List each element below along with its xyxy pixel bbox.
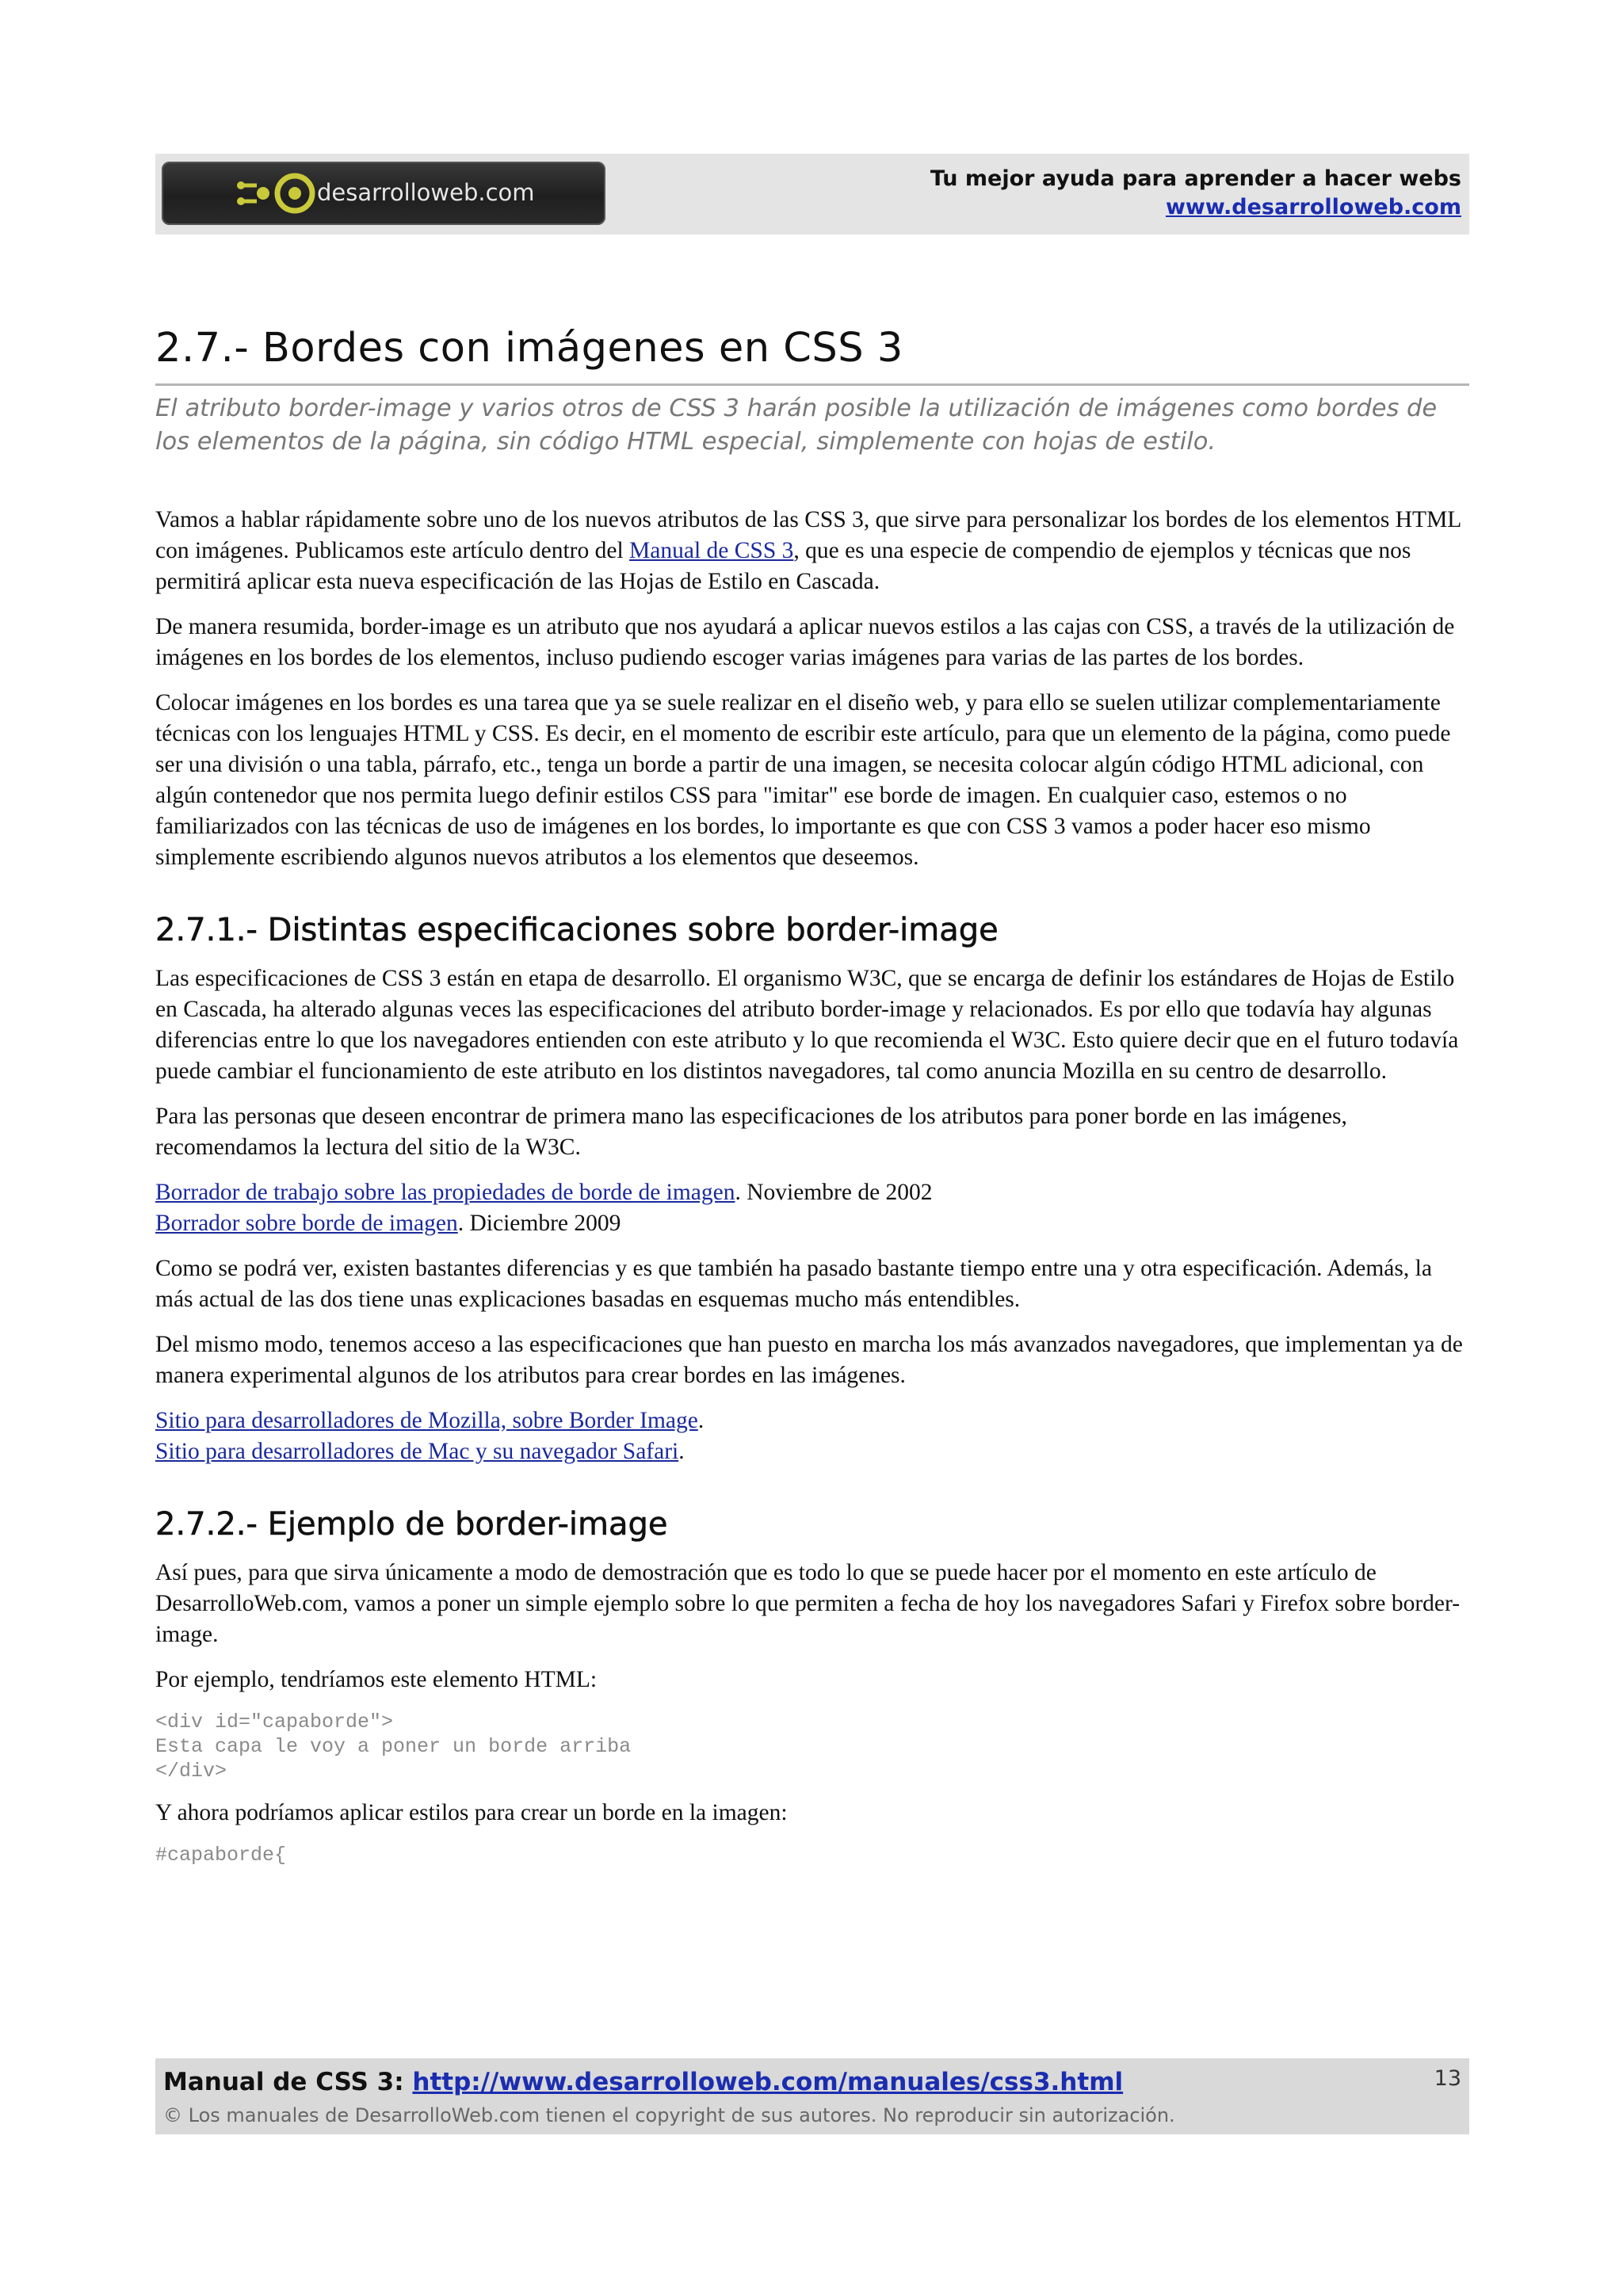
w3c-draft-2002-date: . Noviembre de 2002	[735, 1180, 933, 1205]
w3c-links	[155, 1177, 1469, 1239]
header-tagline	[930, 165, 1461, 222]
footer-copyright: © Los manuales de DesarrolloWeb.com tienen el copyright de sus autores. No reproducir sin autorización.	[163, 2104, 1175, 2126]
mozilla-link-suffix: .	[697, 1408, 705, 1433]
intro-text-b: , que es una especie de compendio de ejemplos y técnicas que nos permitirá aplicar esta nueva especificación de las Hojas de Estilo en Cascada.	[155, 538, 1411, 594]
logo-mark-icon	[236, 173, 323, 214]
example-paragraph-1: Así pues, para que sirva únicamente a modo de demostración que es todo lo que se puede hacer por el momento en este artículo de DesarrolloWeb.com, vamos a poner un simple ejemplo sobre lo que permiten a fecha de hoy los navegadores Safari y Firefox sobre border-image.	[155, 1560, 1461, 1647]
specs-paragraph-3: Como se podrá ver, existen bastantes diferencias y es que también ha pasado bastante tiempo entre una y otra especificación. Además, la más actual de las dos tiene unas explicaciones basadas en esquemas mucho más entendibles.	[155, 1256, 1432, 1312]
tagline-text: Tu mejor ayuda para aprender a hacer webs	[930, 166, 1461, 191]
specs-paragraph-2: Para las personas que deseen encontrar de primera mano las especificaciones de los atributos para poner borde en las imágenes, recomendamos la lectura del sitio de la W3C.	[155, 1104, 1347, 1160]
logo-text: desarrolloweb.com	[317, 179, 535, 206]
footer-manual-link[interactable]: http://www.desarrolloweb.com/manuales/css3.html	[412, 2068, 1124, 2096]
footer-manual-title	[163, 2065, 1123, 2100]
specs-paragraph-4: Del mismo modo, tenemos acceso a las especificaciones que han puesto en marcha los más avanzados navegadores, que implementan ya de manera experimental algunos de los atributos para crear bordes en las imágenes.	[155, 1332, 1463, 1388]
safari-developers-link[interactable]: Sitio para desarrolladores de Mac y su navegador Safari	[155, 1439, 679, 1464]
footer-manual-label: Manual de CSS 3:	[163, 2068, 413, 2096]
w3c-draft-2009-date: . Diciembre 2009	[457, 1211, 621, 1236]
section-heading-example: 2.7.2.- Ejemplo de border-image	[155, 1506, 668, 1543]
intro-text-a: Vamos a hablar rápidamente sobre uno de los nuevos atributos de las CSS 3, que sirve para personalizar los bordes de los elementos HTML con imágenes. Publicamos este artículo dentro del	[155, 507, 1461, 563]
example-paragraph-3: Y ahora podríamos aplicar estilos para crear un borde en la imagen:	[155, 1800, 788, 1825]
context-paragraph: Colocar imágenes en los bordes es una tarea que ya se suele realizar en el diseño web, y para ello se suelen utilizar complementariamente técnicas con los lenguajes HTML y CSS. Es decir, en el momento de escribir este artículo, para que un elemento de la página, como puede ser una división o una tabla, párrafo, etc., tenga un borde a partir de una imagen, se necesita colocar algún código HTML adicional, con algún contenedor que nos permita luego definir estilos CSS para "imitar" ese borde de imagen. En cualquier caso, estemos o no familiarizados con las técnicas de uso de imágenes en los bordes, lo importante es que con CSS 3 vamos a poder hacer eso mismo simplemente escribiendo algunos nuevos atributos a los elementos que deseemos.	[155, 690, 1451, 870]
intro-paragraph	[155, 505, 1469, 597]
site-logo[interactable]	[162, 162, 605, 225]
page-header	[155, 154, 1469, 235]
specs-paragraph-1: Las especificaciones de CSS 3 están en etapa de desarrollo. El organismo W3C, que se encarga de definir los estándares de Hojas de Estilo en Cascada, ha alterado algunas veces las especificaciones del atributo border-image y relacionados. Es por ello que todavía hay algunas diferencias entre lo que los navegadores entienden con este atributo y lo que recomienda el W3C. Esto quiere decir que en el futuro todavía puede cambiar el funcionamiento de este atributo en los distintos navegadores, tal como anuncia Mozilla en su centro de desarrollo.	[155, 966, 1459, 1084]
example-paragraph-2: Por ejemplo, tendríamos este elemento HTML:	[155, 1667, 598, 1692]
page-title: 2.7.- Bordes con imágenes en CSS 3	[155, 317, 1469, 386]
section-heading-specs: 2.7.1.- Distintas especificaciones sobre border-image	[155, 912, 999, 948]
html-code-block: <div id="capaborde"> Esta capa le voy a poner un borde arriba </div>	[155, 1711, 632, 1783]
summary-paragraph: De manera resumida, border-image es un atributo que nos ayudará a aplicar nuevos estilos a las cajas con CSS, a través de la utilización de imágenes en los bordes de los elementos, incluso pudiendo escoger varias imágenes para varias de las partes de los bordes.	[155, 614, 1455, 670]
page-footer	[155, 2058, 1469, 2134]
browser-links	[155, 1405, 1469, 1467]
w3c-draft-2002-link[interactable]: Borrador de trabajo sobre las propiedades de borde de imagen	[155, 1180, 735, 1205]
article-subtitle: El atributo border-image y varios otros de CSS 3 harán posible la utilización de imágenes como bordes de los elementos de la página, sin código HTML especial, simplemente con hojas de estilo.	[155, 395, 1438, 456]
article-body	[155, 317, 1469, 1882]
css-code-block: #capaborde{	[155, 1844, 287, 1867]
w3c-draft-2009-link[interactable]: Borrador sobre borde de imagen	[155, 1211, 458, 1236]
site-url-link[interactable]: www.desarrolloweb.com	[1165, 195, 1461, 219]
safari-link-suffix: .	[678, 1439, 685, 1464]
mozilla-border-image-link[interactable]: Sitio para desarrolladores de Mozilla, sobre Border Image	[155, 1408, 698, 1433]
page-number: 13	[1434, 2066, 1461, 2091]
manual-css3-link[interactable]: Manual de CSS 3	[629, 538, 794, 563]
